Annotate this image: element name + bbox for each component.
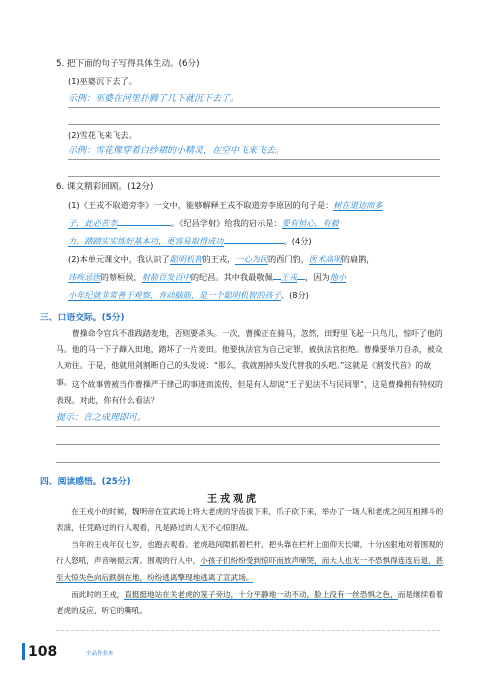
q6-title: 6. 课文精彩回顾。(12分): [56, 182, 154, 192]
page-number: 108: [28, 644, 58, 660]
section4-header: 四、阅读感悟。(25分): [40, 477, 131, 487]
q5-line3: [68, 159, 440, 160]
q6-s2-line1: (2)本单元课文中，我认识了聪明机智的王戎，一心为民的西门豹，医术高明的扁鹊，: [68, 254, 375, 264]
section3-question: 这个故事曾被当作曹操严于律己的事迹而流传，但是有人却说“王子犯法不与民同罪”，这是曹操拥有特权的表现。对此，你有什么看法？: [56, 380, 443, 406]
q5-line2: [68, 124, 440, 125]
q6-s1-line2: 子，此必苦李 。《纪昌学射》给我的启示是：要有恒心，有毅: [68, 218, 339, 228]
passage-p3: 而此时的王戎，直挺挺地站在关老虎的笼子旁边，十分平静地一动不动，脸上没有一丝恐惧之色，而是继续看着老虎的反应，听它的嘶吼。: [56, 590, 444, 616]
section3-story: 曹操命令官兵不准践踏麦地，否则要杀头。一次，曹操正在骑马，忽然，田野里飞起一只鸟儿，惊吓了他的马。他的马一下子蹿入田地，踏坏了一片麦田。他要执法官为自己定罪，被执法官拒绝。曹操要举刀自杀，被众人劝住。于是，他就用剑割断自己的头发说：“那么，我就割掉头发代替我的头吧。”这就是《割发代首》的故事。: [56, 329, 443, 387]
footer-bar: [22, 643, 25, 660]
q5-line1: [68, 107, 440, 108]
passage-p2: 当年的王戎年仅七岁，也跑去观看。老虎趁间隙抓着栏杆，把头靠在栏杆上面仰天长啸，十分凶狠地对着围观的行人怒吼，声音响彻云霄。围观的行人中，小孩子们纷纷受到惊吓而放声啼哭，而大人也无一不恐惧得连连后退，甚至大惊失色向后跌倒在地，纷纷逃离擎现地逃离了宣武场。: [56, 540, 444, 582]
section3-header: 三、口语交际。(5分): [40, 313, 125, 323]
footer-label: 全品作业本: [86, 651, 114, 657]
q5-a2: 示例：雪花像穿着白纱裙的小精灵，在空中飞来飞去。: [68, 146, 285, 156]
section3-hint: 提示：言之成理即可。: [56, 413, 147, 423]
q6-s1-line3: 力，踏踏实实练好基本功，更容易取得成功 。(4分): [68, 236, 312, 246]
answer-line-2: [56, 444, 440, 445]
footer-divider: [56, 630, 440, 631]
q5-s1: (1)巫婆沉下去了。: [68, 76, 137, 86]
answer-line-1: [56, 426, 440, 427]
answer-line-3: [56, 462, 440, 463]
passage-title: 王戎观虎: [207, 494, 259, 505]
q5-title: 5. 把下面的句子写得具体生动。(6分): [56, 59, 200, 69]
q5-line4: [68, 176, 440, 177]
q6-s2-line3: 小年纪就非常善于观察，肯动脑筋，是一个聪明机智的孩子。(8分): [68, 290, 309, 300]
q5-a1: 示例：巫婆在河里扑腾了几下就沉下去了。: [68, 94, 240, 104]
q6-s1-line1: (1)《王戎不取道旁李》一文中，能够解释王戎不取道旁李原因的句子是：树在道边而多: [68, 200, 383, 210]
q6-s2-line2: 讳疾忌医的蔡桓侯，射箭百发百中的纪昌。其中我最敬佩 王戎 ，因为他小: [68, 272, 347, 282]
q5-s2: (2)雪花飞来飞去。: [68, 130, 137, 140]
passage-p1: 在王戎小的时候，魏明帝在宣武场上将大老虎的牙齿拔下来，爪子砍下来，举办了一场人和老虎之间互相搏斗的表演，任凭路过的行人观看，凡是路过的人无不心惊胆战。: [56, 507, 444, 533]
